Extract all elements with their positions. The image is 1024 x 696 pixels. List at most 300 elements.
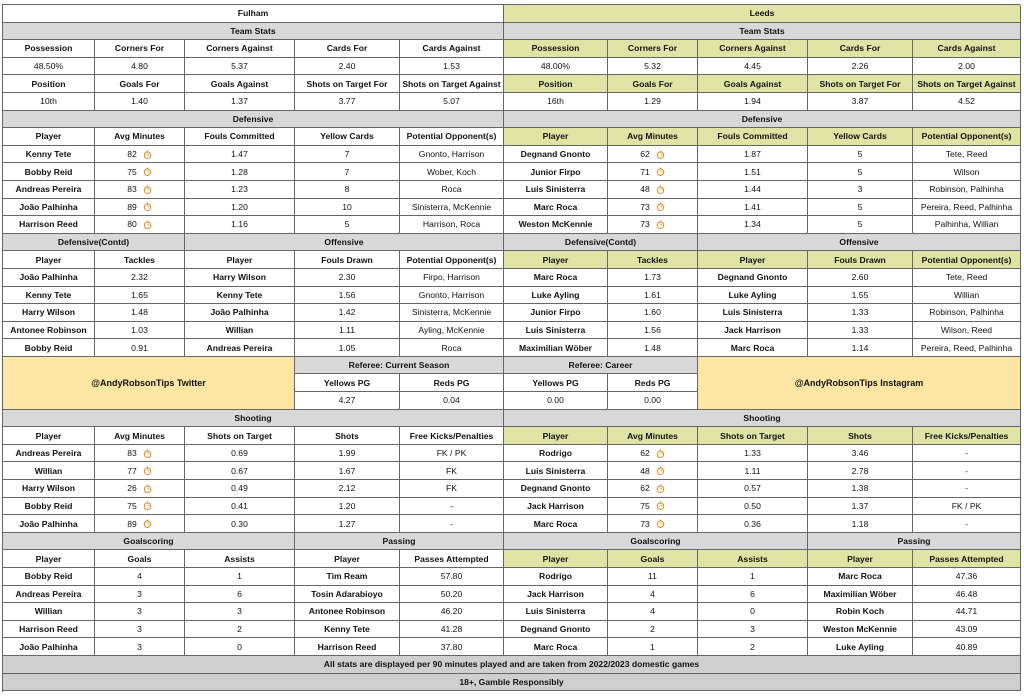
player-name: Weston McKennie xyxy=(504,216,608,234)
goals-value: 1 xyxy=(608,638,698,656)
cards_for-label: Cards For xyxy=(808,40,913,58)
fouls-committed-value: 1.47 xyxy=(185,146,295,164)
avg-minutes-value: 62 xyxy=(640,483,650,494)
stats-sheet xyxy=(2,4,1020,692)
assists-value: 6 xyxy=(698,586,808,604)
avg-minutes-cell xyxy=(95,181,185,199)
avg-minutes-value: 82 xyxy=(127,149,137,160)
avg-minutes-value: 73 xyxy=(640,201,650,212)
avg-minutes-value: 62 xyxy=(640,448,650,459)
cards_for-label: Cards For xyxy=(295,40,400,58)
goals_against-value: 1.94 xyxy=(698,93,808,111)
assists-value: 0 xyxy=(185,638,295,656)
free-kicks-value: - xyxy=(400,515,504,533)
player-name: Bobby Reid xyxy=(3,163,95,181)
tackles-value: 1.48 xyxy=(95,304,185,322)
shots-on-target-value: 0.41 xyxy=(185,498,295,516)
shots_on_target-header: Shots on Target xyxy=(698,427,808,445)
player-name: Degnand Gnonto xyxy=(698,269,808,287)
shots-value: 3.46 xyxy=(808,445,913,463)
player-header: Player xyxy=(295,550,400,568)
shots-on-target-value: 1.11 xyxy=(698,462,808,480)
assists-value: 3 xyxy=(698,621,808,639)
player-name: Willian xyxy=(3,603,95,621)
player-name: Bobby Reid xyxy=(3,568,95,586)
assists-header: Assists xyxy=(185,550,295,568)
free-kicks-value: FK / PK xyxy=(913,498,1021,516)
player-header: Player xyxy=(808,550,913,568)
passes-attempted-header: Passes Attempted xyxy=(913,550,1021,568)
player-name: Jack Harrison xyxy=(504,586,608,604)
avg-minutes-cell xyxy=(608,480,698,498)
free-kicks-value: FK xyxy=(400,480,504,498)
tackles-value: 1.03 xyxy=(95,322,185,340)
potential-opponents-value: Tete, Reed xyxy=(913,146,1021,164)
fouls-drawn-value: 2.30 xyxy=(295,269,400,287)
player-name: João Palhinha xyxy=(3,199,95,217)
player-name: Jack Harrison xyxy=(698,322,808,340)
stopwatch-icon xyxy=(143,202,152,211)
yellow-cards-value: 7 xyxy=(295,146,400,164)
player-name: Rodrigo xyxy=(504,445,608,463)
player-name: Willian xyxy=(3,462,95,480)
shots-on-target-value: 0.49 xyxy=(185,480,295,498)
passes-attempted-value: 50.20 xyxy=(400,586,504,604)
player-name: Luis Sinisterra xyxy=(504,462,608,480)
shots-on-target-value: 0.67 xyxy=(185,462,295,480)
sot_against-value: 4.52 xyxy=(913,93,1021,111)
player-name: Antonee Robinson xyxy=(295,603,400,621)
avg-minutes-cell xyxy=(608,515,698,533)
shots-on-target-value: 0.36 xyxy=(698,515,808,533)
passes-attempted-value: 40.89 xyxy=(913,638,1021,656)
avg-minutes-value: 83 xyxy=(127,184,137,195)
avg-minutes-cell xyxy=(95,199,185,217)
player-name: Willian xyxy=(185,322,295,340)
shots-value: 1.20 xyxy=(295,498,400,516)
shots-header: Shots xyxy=(808,427,913,445)
team-stats-header: Team Stats xyxy=(3,23,504,41)
potential-opponents-value: Palhinha, Willian xyxy=(913,216,1021,234)
defensive-header: Defensive xyxy=(3,111,504,129)
player-name: Andreas Pereira xyxy=(3,445,95,463)
passes-attempted-header: Passes Attempted xyxy=(400,550,504,568)
shots-value: 1.18 xyxy=(808,515,913,533)
yellow-cards-value: 5 xyxy=(295,216,400,234)
stopwatch-icon xyxy=(656,484,665,493)
potential-opponents-value: Pereira, Reed, Palhinha xyxy=(913,199,1021,217)
player-name: Bobby Reid xyxy=(3,498,95,516)
goals-header: Goals xyxy=(608,550,698,568)
tackles-value: 0.91 xyxy=(95,339,185,357)
avg-minutes-cell xyxy=(95,480,185,498)
player-name: Weston McKennie xyxy=(808,621,913,639)
shots-value: 1.99 xyxy=(295,445,400,463)
potential-opponents-value: Pereira, Reed, Palhinha xyxy=(913,339,1021,357)
avg-minutes-cell xyxy=(95,498,185,516)
sot_against-label: Shots on Target Against xyxy=(913,75,1021,93)
possession-label: Possession xyxy=(3,40,95,58)
tackles-header: Tackles xyxy=(608,251,698,269)
corners_for-label: Corners For xyxy=(608,40,698,58)
player-name: Luke Ayling xyxy=(698,287,808,305)
player-header: Player xyxy=(504,251,608,269)
goals-value: 4 xyxy=(608,586,698,604)
fouls_committed-header: Fouls Committed xyxy=(185,128,295,146)
shots_on_target-header: Shots on Target xyxy=(185,427,295,445)
player-name: João Palhinha xyxy=(3,269,95,287)
player-name: Degnand Gnonto xyxy=(504,146,608,164)
yellows-pg-header: Yellows PG xyxy=(504,374,608,392)
potential-opponents-value: Sinisterra, McKennie xyxy=(400,199,504,217)
goals-value: 4 xyxy=(608,603,698,621)
potential_opponents-header: Potential Opponent(s) xyxy=(913,128,1021,146)
position-label: Position xyxy=(3,75,95,93)
goals-value: 4 xyxy=(95,568,185,586)
yellow-cards-value: 10 xyxy=(295,199,400,217)
player-header: Player xyxy=(504,427,608,445)
corners_for-value: 5.32 xyxy=(608,58,698,76)
player-name: Luke Ayling xyxy=(504,287,608,305)
fouls-committed-value: 1.44 xyxy=(698,181,808,199)
avg-minutes-value: 71 xyxy=(640,166,650,177)
avg-minutes-value: 48 xyxy=(640,184,650,195)
fouls-drawn-value: 1.33 xyxy=(808,304,913,322)
yellow-cards-value: 5 xyxy=(808,199,913,217)
avg-minutes-value: 73 xyxy=(640,219,650,230)
stopwatch-icon xyxy=(143,150,152,159)
stopwatch-icon xyxy=(656,449,665,458)
team-stats-header: Team Stats xyxy=(504,23,1021,41)
position-value: 16th xyxy=(504,93,608,111)
player-name: Harrison Reed xyxy=(3,621,95,639)
potential-opponents-header: Potential Opponent(s) xyxy=(913,251,1021,269)
corners_for-value: 4.80 xyxy=(95,58,185,76)
stopwatch-icon xyxy=(656,202,665,211)
stopwatch-icon xyxy=(656,519,665,528)
avg-minutes-value: 80 xyxy=(127,219,137,230)
avg-minutes-value: 83 xyxy=(127,448,137,459)
avg-minutes-cell xyxy=(95,216,185,234)
shots-value: 1.38 xyxy=(808,480,913,498)
player-name: Marc Roca xyxy=(698,339,808,357)
referee-career-reds: 0.00 xyxy=(608,392,698,410)
assists-value: 2 xyxy=(185,621,295,639)
shots-on-target-value: 0.50 xyxy=(698,498,808,516)
player-name: Tosin Adarabioyo xyxy=(295,586,400,604)
avg-minutes-value: 77 xyxy=(127,465,137,476)
stopwatch-icon xyxy=(656,185,665,194)
shots-on-target-value: 0.69 xyxy=(185,445,295,463)
yellow_cards-header: Yellow Cards xyxy=(295,128,400,146)
avg_minutes-header: Avg Minutes xyxy=(608,427,698,445)
assists-value: 3 xyxy=(185,603,295,621)
shots-on-target-value: 0.30 xyxy=(185,515,295,533)
fouls-committed-value: 1.87 xyxy=(698,146,808,164)
avg-minutes-cell xyxy=(608,146,698,164)
stopwatch-icon xyxy=(143,220,152,229)
referee-current-yellows: 4.27 xyxy=(295,392,400,410)
player-name: Kenny Tete xyxy=(185,287,295,305)
fouls-committed-value: 1.16 xyxy=(185,216,295,234)
avg_minutes-header: Avg Minutes xyxy=(608,128,698,146)
goals_against-value: 1.37 xyxy=(185,93,295,111)
fouls-drawn-value: 1.42 xyxy=(295,304,400,322)
yellow-cards-value: 5 xyxy=(808,216,913,234)
player-name: Robin Koch xyxy=(808,603,913,621)
player-name: Luke Ayling xyxy=(808,638,913,656)
corners_against-label: Corners Against xyxy=(698,40,808,58)
player-name: Luis Sinisterra xyxy=(504,322,608,340)
fouls-drawn-header: Fouls Drawn xyxy=(808,251,913,269)
avg_minutes-header: Avg Minutes xyxy=(95,128,185,146)
fouls-drawn-value: 1.56 xyxy=(295,287,400,305)
potential-opponents-value: Firpo, Harrison xyxy=(400,269,504,287)
player-name: Jack Harrison xyxy=(504,498,608,516)
possession-value: 48.00% xyxy=(504,58,608,76)
fulham-team-title: Fulham xyxy=(3,5,504,23)
player-name: Bobby Reid xyxy=(3,339,95,357)
free-kicks-value: - xyxy=(913,480,1021,498)
potential-opponents-value: Gnonto, Harrison xyxy=(400,287,504,305)
passes-attempted-value: 44.71 xyxy=(913,603,1021,621)
goals-header: Goals xyxy=(95,550,185,568)
goals_against-label: Goals Against xyxy=(698,75,808,93)
potential-opponents-value: Gnonto, Harrison xyxy=(400,146,504,164)
corners_against-value: 4.45 xyxy=(698,58,808,76)
player-name: João Palhinha xyxy=(3,515,95,533)
fouls-drawn-value: 1.11 xyxy=(295,322,400,340)
yellow-cards-value: 7 xyxy=(295,163,400,181)
player-name: Tim Ream xyxy=(295,568,400,586)
tackles-value: 2.32 xyxy=(95,269,185,287)
player-name: Marc Roca xyxy=(504,269,608,287)
potential-opponents-value: Wilson xyxy=(913,163,1021,181)
stopwatch-icon xyxy=(143,501,152,510)
goalscoring-header: Goalscoring xyxy=(504,533,808,551)
player-name: Degnand Gnonto xyxy=(504,480,608,498)
player-name: Harry Wilson xyxy=(3,480,95,498)
stopwatch-icon xyxy=(143,484,152,493)
yellow-cards-value: 3 xyxy=(808,181,913,199)
passes-attempted-value: 46.48 xyxy=(913,586,1021,604)
shots-value: 1.27 xyxy=(295,515,400,533)
shots-value: 1.37 xyxy=(808,498,913,516)
avg-minutes-cell xyxy=(95,445,185,463)
potential-opponents-header: Potential Opponent(s) xyxy=(400,251,504,269)
cards_against-label: Cards Against xyxy=(913,40,1021,58)
passes-attempted-value: 57.80 xyxy=(400,568,504,586)
shots-value: 1.67 xyxy=(295,462,400,480)
stopwatch-icon xyxy=(656,501,665,510)
passing-header: Passing xyxy=(295,533,504,551)
potential-opponents-value: Roca xyxy=(400,339,504,357)
player-header: Player xyxy=(3,251,95,269)
stopwatch-icon xyxy=(143,466,152,475)
potential-opponents-value: Robinson, Palhinha xyxy=(913,181,1021,199)
avg-minutes-cell xyxy=(608,163,698,181)
fouls-drawn-value: 1.33 xyxy=(808,322,913,340)
tackles-value: 1.60 xyxy=(608,304,698,322)
player-header: Player xyxy=(3,128,95,146)
yellow_cards-header: Yellow Cards xyxy=(808,128,913,146)
free-kicks-value: - xyxy=(913,445,1021,463)
player-header: Player xyxy=(3,550,95,568)
avg-minutes-cell xyxy=(95,515,185,533)
stopwatch-icon xyxy=(143,449,152,458)
position-value: 10th xyxy=(3,93,95,111)
sot_against-label: Shots on Target Against xyxy=(400,75,504,93)
player-name: Harry Wilson xyxy=(185,269,295,287)
player-name: Maximilian Wöber xyxy=(808,586,913,604)
passes-attempted-value: 47.36 xyxy=(913,568,1021,586)
player-name: Harrison Reed xyxy=(3,216,95,234)
player-header: Player xyxy=(3,427,95,445)
player-name: Junior Firpo xyxy=(504,163,608,181)
avg-minutes-cell xyxy=(95,462,185,480)
player-name: Marc Roca xyxy=(808,568,913,586)
stopwatch-icon xyxy=(656,466,665,475)
footer-note: All stats are displayed per 90 minutes played and are taken from 2022/2023 domestic games xyxy=(3,656,1021,674)
fouls-drawn-value: 1.05 xyxy=(295,339,400,357)
free-kicks-value: FK / PK xyxy=(400,445,504,463)
fouls-committed-value: 1.20 xyxy=(185,199,295,217)
corners_against-value: 5.37 xyxy=(185,58,295,76)
player-name: João Palhinha xyxy=(185,304,295,322)
potential-opponents-value: Robinson, Palhinha xyxy=(913,304,1021,322)
assists-value: 1 xyxy=(185,568,295,586)
shots-on-target-value: 0.57 xyxy=(698,480,808,498)
fouls-drawn-header: Fouls Drawn xyxy=(295,251,400,269)
free-kicks-value: - xyxy=(913,462,1021,480)
avg-minutes-value: 75 xyxy=(127,166,137,177)
referee-current-reds: 0.04 xyxy=(400,392,504,410)
stopwatch-icon xyxy=(143,185,152,194)
offensive-header: Offensive xyxy=(698,234,1021,252)
twitter-promo: @AndyRobsonTips Twitter xyxy=(3,357,295,410)
goalscoring-header: Goalscoring xyxy=(3,533,295,551)
goals-value: 11 xyxy=(608,568,698,586)
assists-value: 1 xyxy=(698,568,808,586)
sot_for-label: Shots on Target For xyxy=(295,75,400,93)
passing-header: Passing xyxy=(808,533,1021,551)
free-kicks-value: FK xyxy=(400,462,504,480)
defensive-header: Defensive xyxy=(504,111,1021,129)
possession-label: Possession xyxy=(504,40,608,58)
goals_for-value: 1.29 xyxy=(608,93,698,111)
player-name: Marc Roca xyxy=(504,199,608,217)
avg-minutes-value: 75 xyxy=(127,500,137,511)
corners_against-label: Corners Against xyxy=(185,40,295,58)
sot_for-label: Shots on Target For xyxy=(808,75,913,93)
goals-value: 3 xyxy=(95,638,185,656)
fouls-drawn-value: 2.60 xyxy=(808,269,913,287)
stopwatch-icon xyxy=(656,167,665,176)
cards_against-value: 1.53 xyxy=(400,58,504,76)
goals_for-label: Goals For xyxy=(608,75,698,93)
player-name: Marc Roca xyxy=(504,638,608,656)
stopwatch-icon xyxy=(143,167,152,176)
player-name: Marc Roca xyxy=(504,515,608,533)
potential-opponents-value: Roca xyxy=(400,181,504,199)
fouls-committed-value: 1.23 xyxy=(185,181,295,199)
free-kicks-value: - xyxy=(913,515,1021,533)
referee-current-header: Referee: Current Season xyxy=(295,357,504,375)
avg-minutes-cell xyxy=(95,146,185,164)
assists-value: 6 xyxy=(185,586,295,604)
defensive-contd-header: Defensive(Contd) xyxy=(3,234,185,252)
player-header: Player xyxy=(504,128,608,146)
fouls-committed-value: 1.28 xyxy=(185,163,295,181)
player-name: Andreas Pereira xyxy=(3,181,95,199)
cards_against-label: Cards Against xyxy=(400,40,504,58)
tackles-value: 1.61 xyxy=(608,287,698,305)
shooting-header: Shooting xyxy=(3,410,504,428)
reds-pg-header: Reds PG xyxy=(608,374,698,392)
player-name: Luis Sinisterra xyxy=(504,603,608,621)
player-header: Player xyxy=(185,251,295,269)
player-name: Andreas Pereira xyxy=(3,586,95,604)
avg-minutes-value: 73 xyxy=(640,518,650,529)
player-name: Kenny Tete xyxy=(3,287,95,305)
avg-minutes-value: 48 xyxy=(640,465,650,476)
cards_against-value: 2.00 xyxy=(913,58,1021,76)
referee-career-header: Referee: Career xyxy=(504,357,698,375)
leeds-team-title: Leeds xyxy=(504,5,1021,23)
avg-minutes-cell xyxy=(608,181,698,199)
instagram-promo: @AndyRobsonTips Instagram xyxy=(698,357,1021,410)
shots-on-target-value: 1.33 xyxy=(698,445,808,463)
avg-minutes-cell xyxy=(608,462,698,480)
free-kicks-value: - xyxy=(400,498,504,516)
fouls-committed-value: 1.41 xyxy=(698,199,808,217)
potential-opponents-value: Wilson, Reed xyxy=(913,322,1021,340)
player-name: João Palhinha xyxy=(3,638,95,656)
cards_for-value: 2.26 xyxy=(808,58,913,76)
goals-value: 3 xyxy=(95,621,185,639)
avg-minutes-cell xyxy=(608,216,698,234)
avg-minutes-value: 62 xyxy=(640,149,650,160)
potential-opponents-value: Ayling, McKennie xyxy=(400,322,504,340)
corners_for-label: Corners For xyxy=(95,40,185,58)
tackles-value: 1.65 xyxy=(95,287,185,305)
referee-career-yellows: 0.00 xyxy=(504,392,608,410)
player-name: Maximilian Wöber xyxy=(504,339,608,357)
shots-value: 2.12 xyxy=(295,480,400,498)
avg-minutes-cell xyxy=(608,498,698,516)
player-header: Player xyxy=(698,251,808,269)
player-header: Player xyxy=(504,550,608,568)
tackles-header: Tackles xyxy=(95,251,185,269)
potential_opponents-header: Potential Opponent(s) xyxy=(400,128,504,146)
avg-minutes-cell xyxy=(608,445,698,463)
avg-minutes-value: 89 xyxy=(127,518,137,529)
player-name: Kenny Tete xyxy=(295,621,400,639)
player-name: Luis Sinisterra xyxy=(504,181,608,199)
free_kicks-header: Free Kicks/Penalties xyxy=(400,427,504,445)
gamble-responsibly-note: 18+, Gamble Responsibly xyxy=(3,674,1021,692)
avg_minutes-header: Avg Minutes xyxy=(95,427,185,445)
fouls-committed-value: 1.34 xyxy=(698,216,808,234)
player-name: Kenny Tete xyxy=(3,146,95,164)
player-name: Degnand Gnonto xyxy=(504,621,608,639)
fouls-committed-value: 1.51 xyxy=(698,163,808,181)
tackles-value: 1.73 xyxy=(608,269,698,287)
player-name: Harry Wilson xyxy=(3,304,95,322)
goals-value: 3 xyxy=(95,603,185,621)
avg-minutes-cell xyxy=(608,199,698,217)
sot_for-value: 3.77 xyxy=(295,93,400,111)
